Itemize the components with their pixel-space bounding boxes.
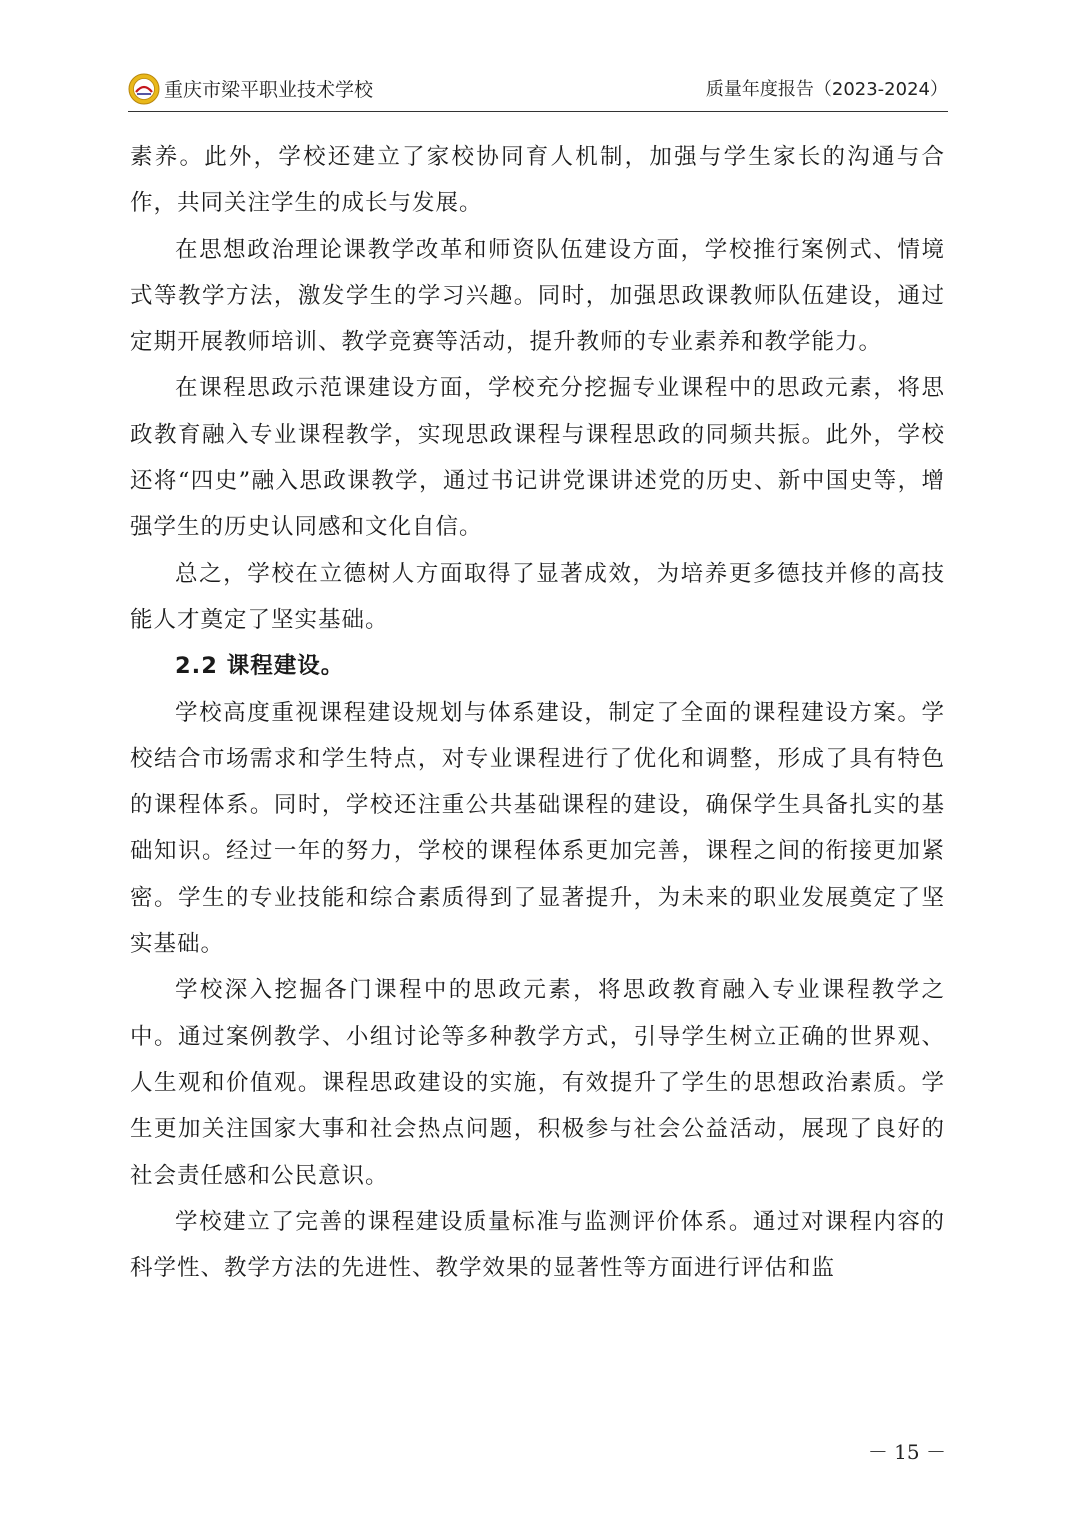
page-body: [130, 134, 945, 1291]
paragraph: 素养。此外，学校还建立了家校协同育人机制，加强与学生家长的沟通与合作，共同关注学生的成长与发展。: [130, 144, 945, 217]
paragraph: 学校高度重视课程建设规划与体系建设，制定了全面的课程建设方案。学校结合市场需求和学生特点，对专业课程进行了优化和调整，形成了具有特色的课程体系。同时，学校还注重公共基础课程的建设，确保学生具备扎实的基础知识。经过一年的努力，学校的课程体系更加完善，课程之间的衔接更加紧密。学生的专业技能和综合素质得到了显著提升，为未来的职业发展奠定了坚实基础。: [130, 699, 945, 958]
school-logo-icon: [128, 73, 160, 105]
report-title: 质量年度报告（2023-2024）: [705, 79, 948, 100]
paragraph: 学校建立了完善的课程建设质量标准与监测评价体系。通过对课程内容的科学性、教学方法的先进性、教学效果的显著性等方面进行评估和监: [130, 1208, 945, 1282]
header-divider: [128, 111, 948, 112]
paragraph: 在思想政治理论课教学改革和师资队伍建设方面，学校推行案例式、情境式等教学方法，激发学生的学习兴趣。同时，加强思政课教师队伍建设，通过定期开展教师培训、教学竞赛等活动，提升教师的专业素养和教学能力。: [130, 236, 945, 356]
paragraph: 在课程思政示范课建设方面，学校充分挖掘专业课程中的思政元素，将思政教育融入专业课程教学，实现思政课程与课程思政的同频共振。此外，学校还将“四史”融入思政课教学，通过书记讲党课讲述党的历史、新中国史等，增强学生的历史认同感和文化自信。: [130, 375, 945, 541]
page-header: [128, 70, 948, 110]
page-number: － 15 －: [867, 1440, 946, 1464]
school-name: 重庆市梁平职业技术学校: [164, 79, 374, 101]
paragraph: 总之，学校在立德树人方面取得了显著成效，为培养更多德技并修的高技能人才奠定了坚实基础。: [130, 560, 945, 633]
paragraph: 学校深入挖掘各门课程中的思政元素，将思政教育融入专业课程教学之中。通过案例教学、小组讨论等多种教学方式，引导学生树立正确的世界观、人生观和价值观。课程思政建设的实施，有效提升了学生的思想政治素质。学生更加关注国家大事和社会热点问题，积极参与社会公益活动，展现了良好的社会责任感和公民意识。: [130, 977, 945, 1189]
section-heading: 2.2 课程建设。: [175, 653, 345, 680]
